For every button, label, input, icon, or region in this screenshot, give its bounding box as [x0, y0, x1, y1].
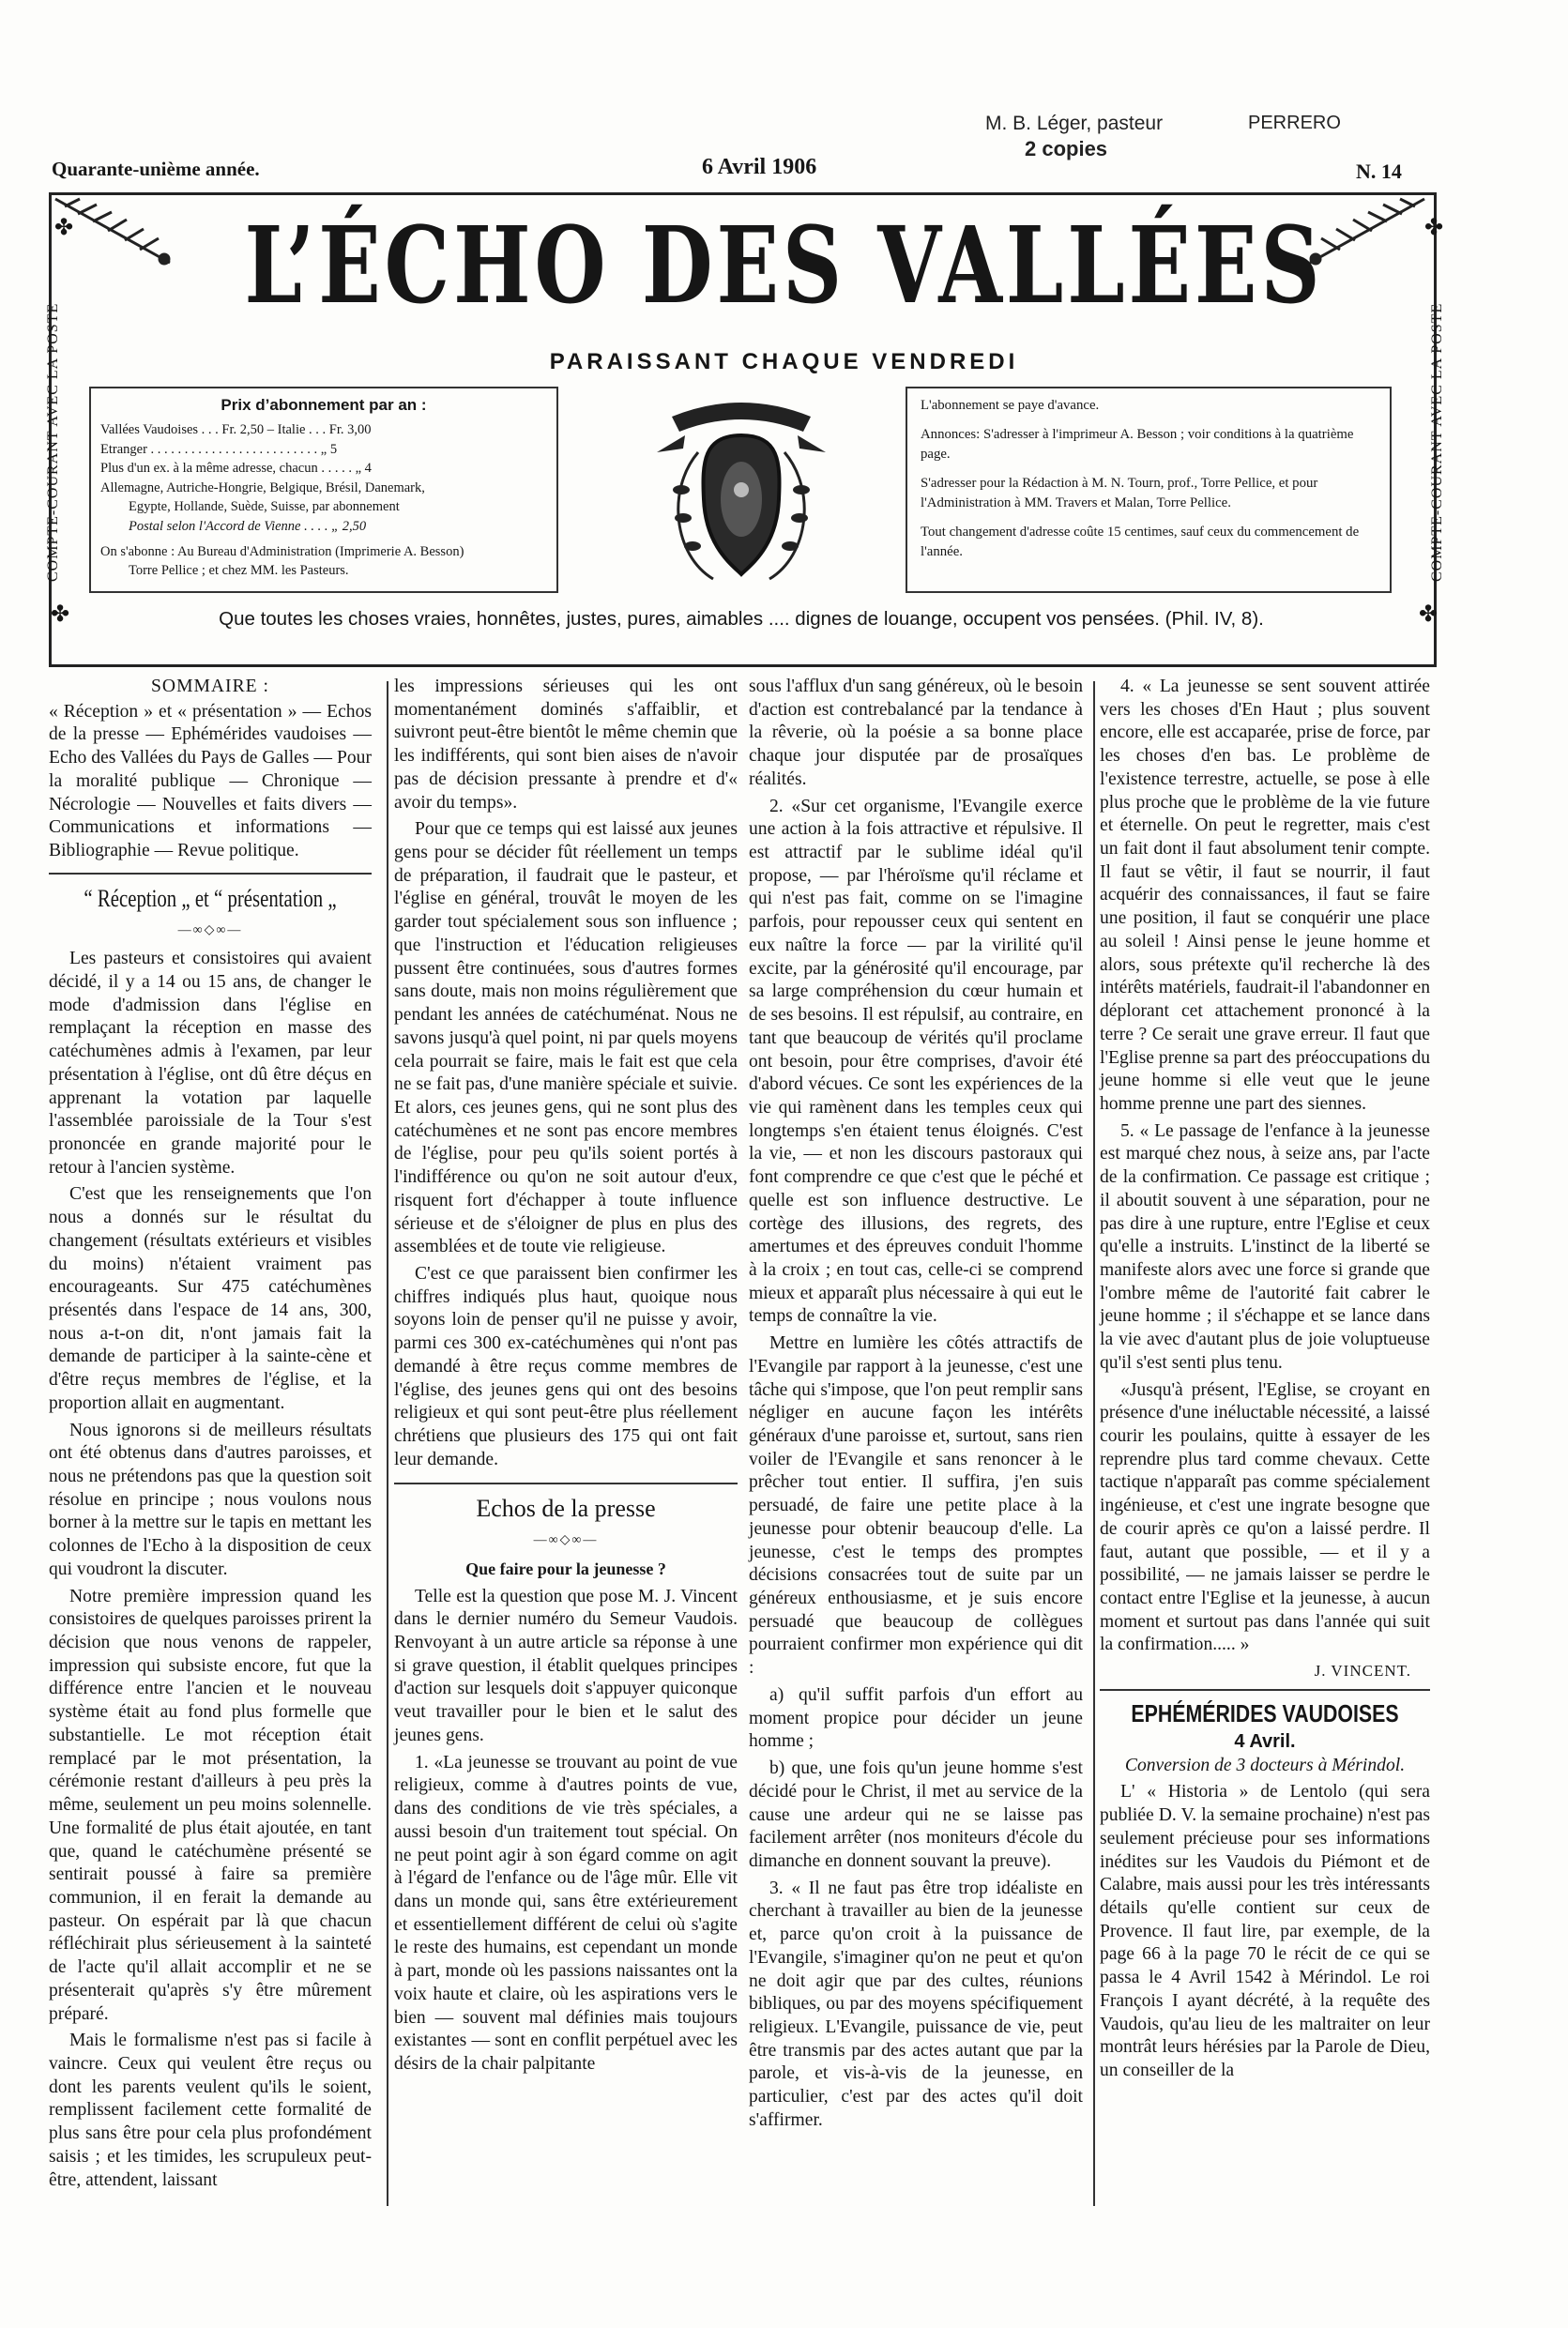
- side-label-right: COMPTE-COURANT AVEC LA POSTE: [1429, 302, 1445, 582]
- subscription-row: Egypte, Hollande, Suède, Suisse, par abonnement: [129, 499, 400, 515]
- article-paragraph: 5. « Le passage de l'enfance à la jeunesse est marqué chez nous, à seize ans, par l'acte de la confirmation. Ce passage est critique ; il aboutit souvent à une séparation, pour ne pas dire à une rupture, entre l'Eglise et ceux qu'elle a instruits. L'instinct de la liberté se manifeste alors avec une force si grande que l'ombre même de l'autorité fait cabrer le jeune homme ; il s'échappe et se lance dans la vie avec d'autant plus de joie voluptueuse qu'il s'est senti plus tenu.: [1100, 1120, 1430, 1373]
- section-divider: [394, 1483, 738, 1484]
- article-paragraph: C'est ce que paraissent bien confirmer les chiffres indiqués plus haut, quoique nous soyons loin de penser qu'il ne puisse y avoir, parmi ces 300 ex-catéchumènes qui n'ont pas demandé à être reçus comme membres de l'église, des jeunes gens qui ont des besoins religieux et qui sont peut-être plus réellement chrétiens que plusieurs des 175 qui ont fait leur demande.: [394, 1263, 738, 1469]
- section-title: Echos de la presse: [476, 1495, 656, 1523]
- article-paragraph: Pour que ce temps qui est laissé aux jeunes gens pour se décider fût réellement un temps de préparation, il faudrait que le pasteur, et l'église en général, trouvât le moyen de les garder tout spécialement sous son influence ; que l'instruction et l'éducation religieuses pussent être continuées, sous d'autres formes sans doute, mais non moins régulièrement que pendant les années de catéchuménat. Nous ne savons jusqu'à quel point, ni par quels moyens cela pourrait se faire, mais le fait est que cela ne se fait pas, d'une manière spéciale et suivie. Et alors, ces jeunes gens, qui ne sont plus des catéchumènes et ne sont pas encore membres de l'église, pour peu qu'ils soient portés à l'indifférence ou qu'on ne soit autour d'eux, risquent fort d'échapper à toute influence sérieuse et de s'éloigner de plus en plus des assemblées et de toute vie religieuse.: [394, 819, 738, 1257]
- section-divider: [1100, 1689, 1430, 1691]
- column-2: [394, 676, 738, 2080]
- article-paragraph: L' « Historia » de Lentolo (qui sera publiée D. V. la semaine prochaine) n'est pas seulement précieuse pour ses informations inédites sur les Vaudois du Piémont et de Calabre, mais aussi pour les très intéressants détails qu'elle contient sur ceux de Provence. Il faut lire, par exemple, de la page 66 à la page 70 le récit de ce qui se passa le 4 Avril 1542 à Mérindol. Le roi François I ayant décrété, à la requête des Vaudois, qu'au lieu de les maltraiter on leur montrât leurs hérésies par la Parole de Dieu, un conseiller de la: [1100, 1782, 1430, 2081]
- article-paragraph: b) que, une fois qu'un jeune homme s'est décidé pour le Christ, il met au service de la cause une ardeur qui ne se laisse pas facilement arrêter (nos moniteurs d'école du dimanche en donnent souvant la preuve).: [749, 1758, 1083, 1871]
- issue-number: N. 14: [1356, 160, 1402, 183]
- side-glyph-bottom-left-icon: ✤: [51, 601, 70, 627]
- ephemeride-date: 4 Avril.: [1234, 1731, 1296, 1753]
- year-label: Quarante-unième année.: [52, 158, 260, 180]
- handwritten-note: [985, 111, 1163, 163]
- side-glyph-bottom-right-icon: ✤: [1419, 601, 1439, 627]
- subscription-heading: Prix d’abonnement par an :: [221, 396, 427, 414]
- handwritten-place: PERRERO: [1248, 113, 1341, 133]
- subscription-row: Allemagne, Autriche-Hongrie, Belgique, Brésil, Danemark,: [100, 479, 425, 495]
- subscription-row: Etranger . . . . . . . . . . . . . . . . . . . . . . . . . „ 5: [100, 441, 338, 457]
- column-1: [49, 676, 372, 2196]
- divider-ornament-icon: —∞◇∞—: [177, 922, 243, 937]
- article-paragraph: C'est que les renseignements que l'on nous a donnés sur le résultat du changement (résultats extérieurs et visibles du moins) n'étaient vraiment pas encourageants. Sur 475 catéchumènes présentés dans l'espace de 14 ans, 300, nous a-t-on dit, n'ont jamais fait la demande de participer à la sainte-cène et d'être reçus membres de l'église, et la proportion allait en augmentant.: [49, 1184, 372, 1413]
- article-paragraph: Notre première impression quand les consistoires de quelques paroisses prirent la décision que nous venons de rappeler, impression qui subsiste encore, fut que la différence entre l'ancien et le nouveau système était au fond plus formelle que substantielle. Le mot réception était remplacé par le mot présentation, la cérémonie restant d'ailleurs à peu près la même, seulement un peu moins solennelle. Une formalité de plus était ajoutée, en tant que, quand le catéchumène présenté se sentirait poussé à faire sa première communion, il en ferait la demande au pasteur. On espérait par là que chacun réfléchirait plus sérieusement à la sainteté de l'acte qu'il allait accomplir et ne se présenterait qu'après s'y être mûrement préparé.: [49, 1586, 372, 2024]
- column-rule: [387, 681, 388, 2206]
- column-3: [749, 676, 1083, 2137]
- article-paragraph: 2. «Sur cet organisme, l'Evangile exerce une action à la fois attractive et répulsive. Il est attractif par le sublime idéal qu'il propose, — par l'héroïsme qu'il réclame et qui n'est pas fait, comme on se l'imagine parfois, pour repousser ceux qui sentent en eux naître la force — par la virilité qu'il excite, par la générosité qu'il encourage, par sa large compréhension du cœur humain et de ses besoins. Il est répulsif, au contraire, en tant que beaucoup de vérités qu'il proclame ont besoin, pour être comprises, d'avoir été d'abord vécues. Ce sont les expériences de la vie qui ramènent dans les temples ceux qui longtemps s'en étaient tenus éloignés. C'est la vie, — et non les discours pastoraux qui font comprendre ce que c'est que le péché et quelle est son influence destructive. Le cortège des illusions, des regrets, des amertumes et des épreuves conduit l'homme à la croix ; en tout cas, celle-ci se comprend mieux et apparaît plus nécessaire à qui eut le temps de connaître la vie.: [749, 796, 1083, 1327]
- section-divider: [49, 873, 372, 875]
- article-paragraph: «Jusqu'à présent, l'Eglise, se croyant en présence d'une inéluctable nécessité, a laissé courir les poulains, quitte à essayer de les reprendre plus tard comme chevaux. Cette tactique n'apparaît pas comme spécialement ingénieuse, et c'est une ingrate besogne que de courir après ce qu'on a laissé perdre. Il faut, autant que possible, — et il y a possibilité, — ne jamais laisser se perdre le contact entre l'Eglise et la jeunesse, à aucun moment et surtout pas dans l'année qui suit la confirmation..... »: [1100, 1379, 1430, 1655]
- column-rule: [1093, 681, 1095, 2206]
- notice-item: Tout changement d'adresse coûte 15 centimes, sauf ceux du commencement de l'année.: [921, 525, 1360, 559]
- emblem-icon: [638, 387, 845, 598]
- handwritten-line-1: M. B. Léger, pasteur: [985, 113, 1164, 134]
- sommaire-title: SOMMAIRE :: [151, 677, 269, 696]
- subscription-box: [89, 387, 558, 593]
- ephemeride-subtitle: Conversion de 3 docteurs à Mérindol.: [1124, 1755, 1406, 1775]
- side-glyph-top-left-icon: ✤: [54, 214, 74, 240]
- article-title: “ Réception „ et “ présentation „: [84, 884, 337, 912]
- section-subtitle: Que faire pour la jeunesse ?: [465, 1559, 666, 1578]
- side-glyph-top-right-icon: ✤: [1424, 214, 1444, 240]
- signature: J. VINCENT.: [1314, 1662, 1411, 1681]
- subscription-row: On s'abonne : Au Bureau d'Administration (Imprimerie A. Besson): [100, 543, 464, 559]
- notice-item: Annonces: S'adresser à l'imprimeur A. Besson ; voir conditions à la quatrième page.: [921, 427, 1354, 462]
- subscription-row: Torre Pellice ; et chez MM. les Pasteurs.: [129, 563, 349, 579]
- article-paragraph: 3. « Il ne faut pas être trop idéaliste en cherchant à travailler au bien de la jeunesse et, parce qu'on croit à la puissance de l'Evangile, s'imaginer qu'on ne peut et qu'on ne doit agir que par des cultes, réunions bibliques, ou par des moyens spécifiquement religieux. L'Evangile, puissance de vie, peut être transmis par des actes autant que par la parole, et vis-à-vis de la jeunesse, en particulier, c'est par des actes qu'il doit s'affirmer.: [749, 1878, 1083, 2130]
- notices-box: [906, 387, 1392, 593]
- notice-item: S'adresser pour la Rédaction à M. N. Tourn, prof., Torre Pellice, et pour l'Administration à MM. Travers et Malan, Torre Pellice.: [921, 476, 1318, 510]
- sommaire-text: « Réception » et « présentation » — Echos de la presse — Ephémérides vaudoises — Echo des Vallées du Pays de Galles — Pour la moralité publique — Chronique — Nécrologie — Nouvelles et faits divers — Communications et informations — Bibliographie — Revue politique.: [49, 701, 372, 861]
- column-4: [1100, 676, 1430, 2087]
- handwritten-line-2: 2 copies: [1025, 137, 1108, 161]
- article-paragraph: a) qu'il suffit parfois d'un effort au moment propice pour décider un jeune homme ;: [749, 1684, 1083, 1752]
- divider-ornament-icon: —∞◇∞—: [533, 1533, 599, 1548]
- section-title: EPHÉMÉRIDES VAUDOISES: [1131, 1698, 1399, 1727]
- article-paragraph: Les pasteurs et consistoires qui avaient décidé, il y a 14 ou 15 ans, de changer le mode d'admission dans l'église en remplaçant la réception en masse des catéchumènes admis à l'examen, par leur présentation à l'église, ont dû être déçus en apprenant la votation par laquelle l'assemblée paroissiale de la Tour s'est prononcée en grande majorité pour le retour à l'ancien système.: [49, 949, 372, 1178]
- article-paragraph: sous l'afflux d'un sang généreux, où le besoin d'action est contrebalancé par la tendance à la rêverie, où la poésie a sa bonne place chaque jour disputée par de prosaïques réalités.: [749, 677, 1083, 789]
- issue-date: 6 Avril 1906: [702, 155, 817, 179]
- article-paragraph: 1. «La jeunesse se trouvant au point de vue religieux, comme à d'autres points de vue, dans des conditions de vie très spéciales, a aussi besoin d'un traitement tout spécial. On ne peut point agir à son égard comme on agit à l'égard de l'enfance ou de l'âge mûr. Elle vit dans un monde qui, sans être extérieurement et essentiellement différent de celui où s'agite le reste des humains, est cependant un monde à part, monde où les passions naissantes ont la voix haute et claire, où les aspirations vers le bien — souvent mal définies mais toujours existantes — sont en conflit perpétuel avec les désirs de la chair palpitante: [394, 1752, 738, 2074]
- motto: Que toutes les choses vraies, honnêtes, justes, pures, aimables .... dignes de louange, occupent vos pensées. (Phil. IV, 8).: [219, 608, 1264, 630]
- subscription-row: Plus d'un ex. à la même adresse, chacun . . . . . „ 4: [100, 461, 372, 477]
- masthead-title: L’ÉCHO DES VALLÉES: [244, 205, 1324, 327]
- subscription-row: Postal selon l'Accord de Vienne . . . . „ 2,50: [129, 519, 367, 535]
- article-paragraph: les impressions sérieuses qui les ont momentanément dominés s'affaiblir, et suivront peut-être bientôt le même chemin que les indifférents, qui sont bien aises de n'avoir pas de décision pressante à prendre et d'« avoir du temps».: [394, 677, 738, 813]
- article-paragraph: Nous ignorons si de meilleurs résultats ont été obtenus dans d'autres paroisses, et nous ne prétendons pas que la question soit résolue en principe ; nous voulons nous borner à la mettre sur le tapis en mettant les colonnes de l'Echo à la disposition de ceux qui voudront la discuter.: [49, 1420, 372, 1579]
- notice-item: L'abonnement se paye d'avance.: [921, 398, 1100, 413]
- article-paragraph: 4. « La jeunesse se sent souvent attirée vers les choses d'En Haut ; plus souvent encore, elle est accaparée, prise de force, par les choses d'en bas. Le problème de l'existence terrestre, actuelle, se pose à elle plus proche que le problème de la vie future et éternelle. On peut le regretter, mais c'est un fait dont il faut absolument tenir compte. Il faut se vêtir, il faut se nourrir, il faut acquérir des connaissances, il faut se faire une position, il faut se conquérir une place au soleil ! Ainsi pense le jeune homme et alors, sous prétexte qu'il recherche là des intérêts matériels, faudrait-il l'abandonner en déplorant cet attachement prononcé à la terre ? Ce serait une grave erreur. Il faut que l'Eglise prenne sa part des préoccupations du jeune homme si elle veut que le jeune homme prenne une part des siennes.: [1100, 677, 1430, 1114]
- side-label-left: COMPTE-COURANT AVEC LA POSTE: [45, 302, 61, 582]
- subscription-row: Vallées Vaudoises . . . Fr. 2,50 – Italie . . . Fr. 3,00: [100, 422, 372, 438]
- article-paragraph: Telle est la question que pose M. J. Vincent dans le dernier numéro du Semeur Vaudois. Renvoyant à un autre article sa réponse à une si grave question, il établit quelques principes d'action sur lesquels doit s'appuyer quiconque veut travailler pour le bien et le salut des jeunes gens.: [394, 1586, 738, 1745]
- article-paragraph: Mettre en lumière les côtés attractifs de l'Evangile par rapport à la jeunesse, c'est une tâche qui s'impose, que l'on peut remplir sans négliger en aucune façon les intérêts généraux d'une paroisse et, surtout, sans rien voiler de l'Evangile et sans renoncer à le prêcher tout entier. Il suffira, j'en suis persuadé, de faire une petite place à la jeunesse pour obtenir beaucoup d'elle. La jeunesse, c'est le temps des promptes décisions consacrées tout de suite par un généreux enthousiasme, et je suis encore persuadé que beaucoup de collègues pourraient confirmer mon expérience qui dit :: [749, 1333, 1083, 1679]
- article-paragraph: Mais le formalisme n'est pas si facile à vaincre. Ceux qui veulent être reçus ou dont les parents veulent qu'ils le soient, remplissent facilement cette formalité de plus sans être pour cela plus profondément saisis ; et les timides, les scrupuleux peut-être, attendent, laissant: [49, 2031, 372, 2190]
- masthead-subtitle: PARAISSANT CHAQUE VENDREDI: [549, 349, 1019, 374]
